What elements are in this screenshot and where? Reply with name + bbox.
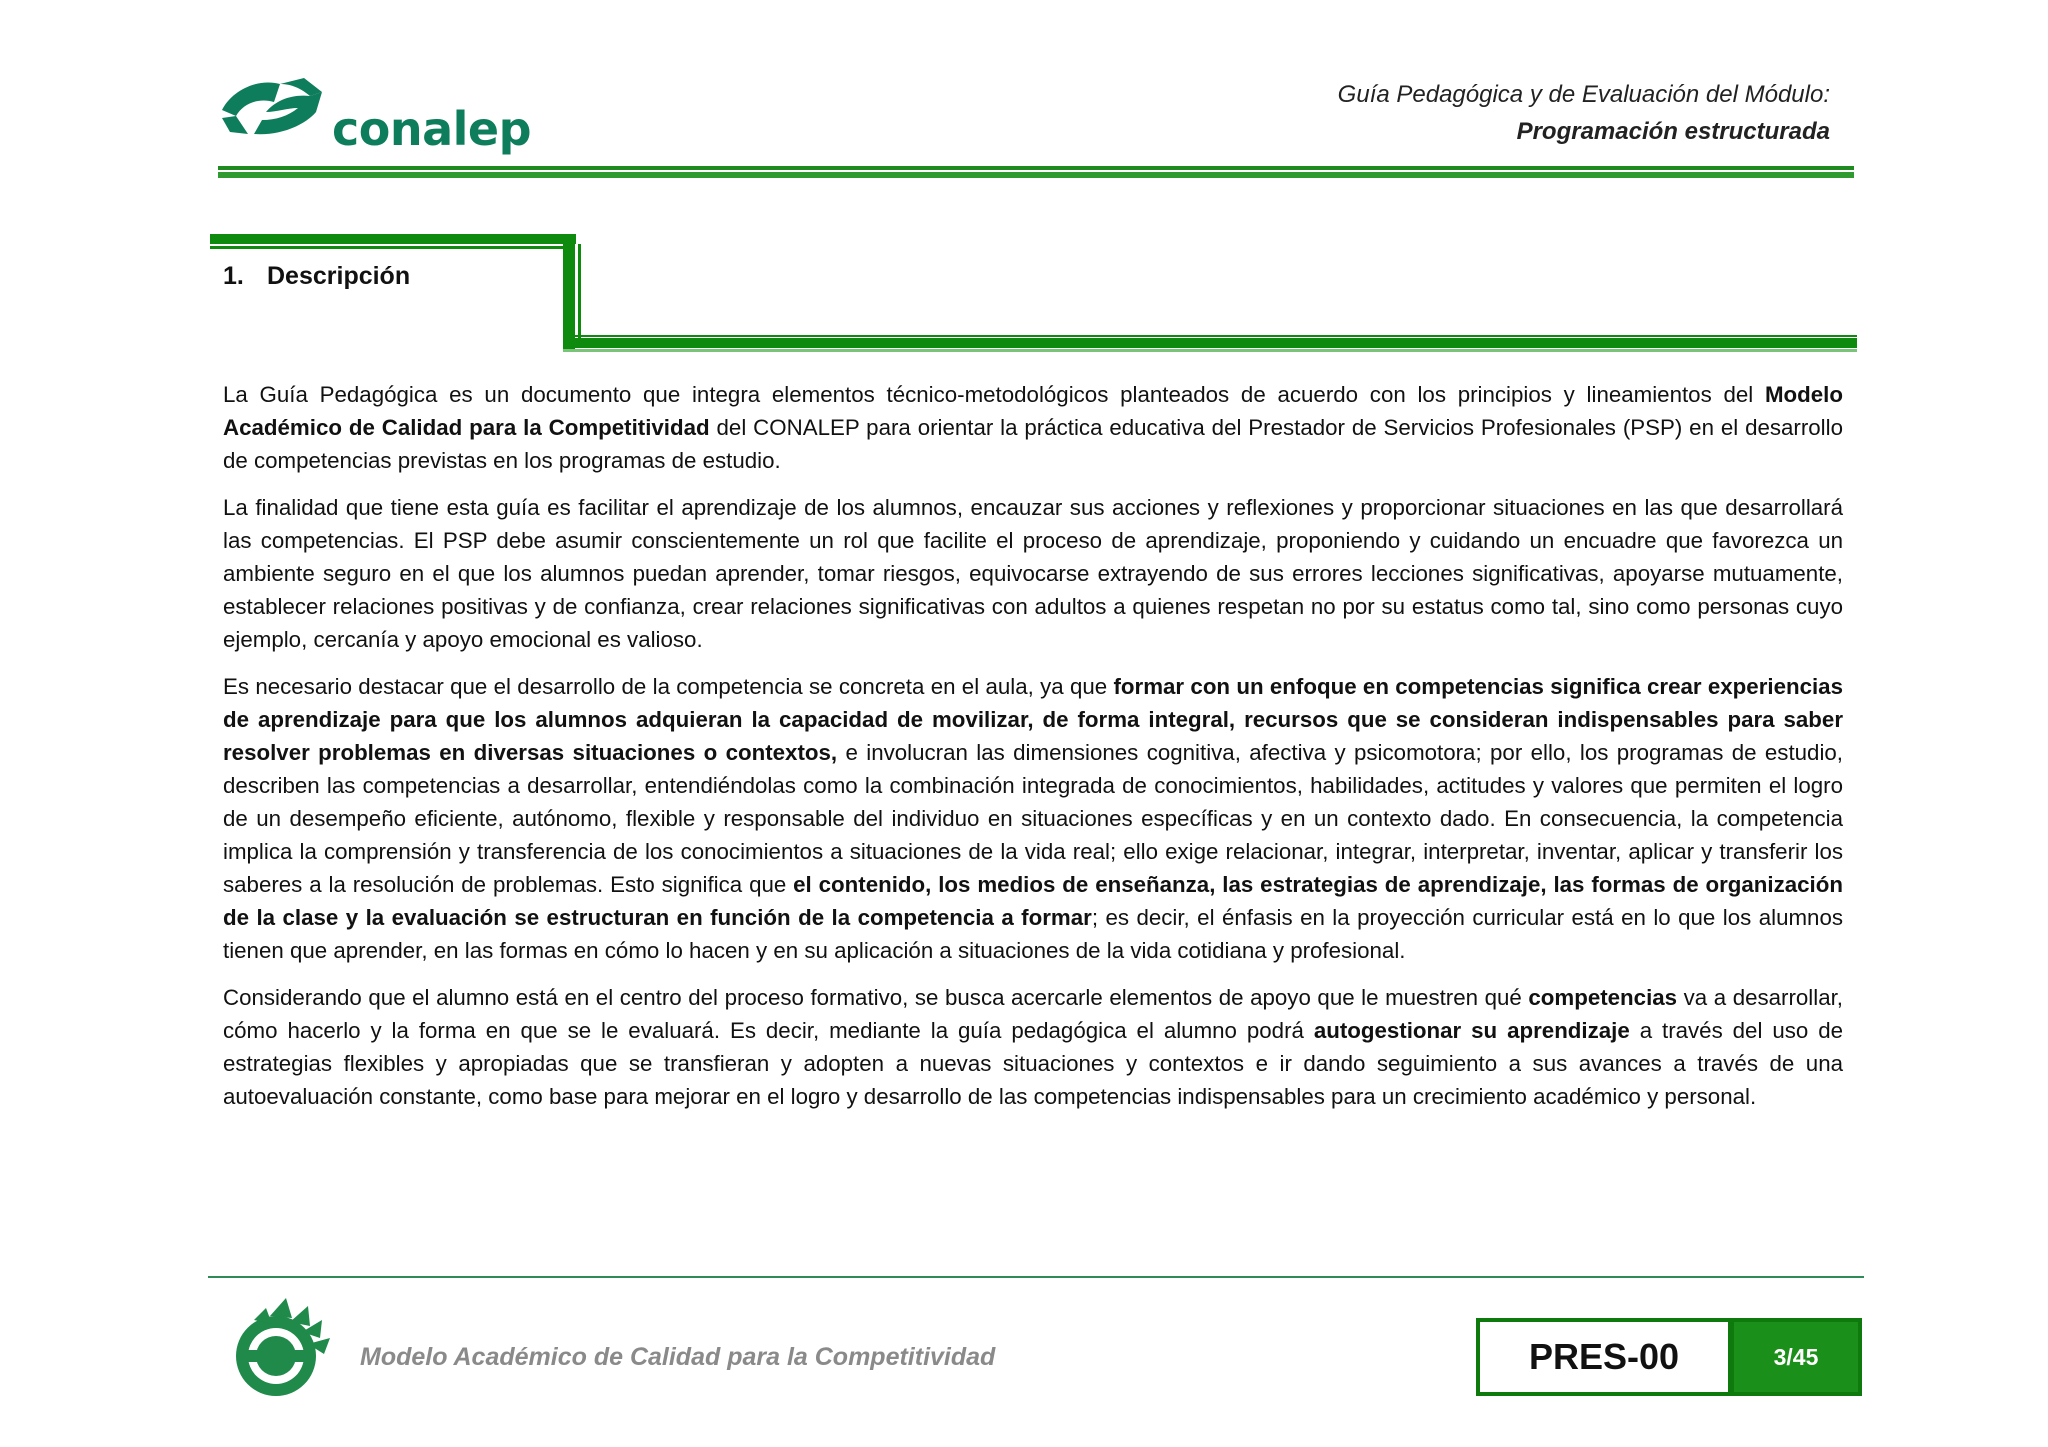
bold-text-run: formar con un enfoque en competencias significa crear experiencias de aprendizaje para que los alumnos adquieran la capacidad de movilizar, de forma integral, recursos que se consideran indispensables para saber resolver problemas en diversas situaciones o contextos, xyxy=(223,674,1843,765)
text-run: Considerando que el alumno está en el centro del proceso formativo, se busca acercarle elementos de apoyo que le muestren qué xyxy=(223,985,1529,1010)
bold-text-run: competencias xyxy=(1528,985,1678,1010)
logo-text: conalep xyxy=(332,102,532,156)
paragraph-1 xyxy=(223,378,1843,477)
section-banner-top-thin xyxy=(210,246,566,249)
paragraph-4 xyxy=(223,981,1843,1113)
section-heading xyxy=(223,262,410,291)
section-title: Descripción xyxy=(267,262,411,290)
section-banner-bottom xyxy=(563,338,1857,348)
header-title-line1: Guía Pedagógica y de Evaluación del Módulo: xyxy=(1337,81,1830,108)
text-run: La finalidad que tiene esta guía es facilitar el aprendizaje de los alumnos, encauzar sus acciones y reflexiones y proporcionar situaciones en las que desarrollará las competencias. El PSP debe asumir conscientemente un rol que facilite el proceso de aprendizaje, proponiendo y cuidando un encuadre que favorezca un ambiente seguro en el que los alumnos puedan aprender, tomar riesgos, equivocarse extrayendo de sus errores lecciones significativas, apoyarse mutuamente, establecer relaciones positivas y de confianza, crear relaciones significativas con adultos a quienes respetan no por su estatus como tal, sino como personas cuyo ejemplo, cercanía y apoyo emocional es valioso. xyxy=(223,495,1843,652)
section-banner-bottom-light xyxy=(563,349,1857,352)
document-code-box xyxy=(1476,1318,1732,1396)
bold-text-run: el contenido, los medios de enseñanza, las estrategias de aprendizaje, las formas de organización de la clase y la evaluación se estructuran en función de la competencia a formar xyxy=(223,872,1843,930)
section-banner-bottom-thin xyxy=(563,335,1857,337)
section-banner-vertical-thin xyxy=(578,244,581,340)
text-run: ; es decir, el énfasis en la proyección curricular está en lo que los alumnos tienen que aprender, en las formas en cómo lo hacen y en su aplicación a situaciones de la vida cotidiana y profesional. xyxy=(223,905,1843,963)
bold-text-run: autogestionar su aprendizaje xyxy=(1313,1018,1630,1043)
body-text xyxy=(223,378,1843,1127)
model-seal-icon xyxy=(230,1296,334,1400)
document-code: PRES-00 xyxy=(1528,1336,1680,1377)
header-title-line2: Programación estructurada xyxy=(1516,118,1830,145)
footer-rule xyxy=(208,1276,1864,1278)
text-run: va a desarrollar, cómo hacerlo y la forma en que se le evaluará. Es decir, mediante la guía pedagógica el alumno podrá xyxy=(223,985,1843,1043)
header-rule-bottom xyxy=(218,172,1854,178)
text-run: a través del uso de estrategias flexibles y apropiadas que se transfieran y adopten a nuevas situaciones y contextos e ir dando seguimiento a sus avances a través de una autoevaluación constante, como base para mejorar en el logro y desarrollo de las competencias indispensables para un crecimiento académico y personal. xyxy=(223,1018,1843,1109)
model-seal-logo xyxy=(230,1296,334,1400)
section-number: 1. xyxy=(223,262,244,290)
page-number: 3/45 xyxy=(1773,1343,1819,1370)
text-run: La Guía Pedagógica es un documento que integra elementos técnico-metodológicos planteados de acuerdo con los principios y lineamientos del xyxy=(223,382,1765,407)
conalep-logo xyxy=(218,72,532,156)
page-number-box xyxy=(1730,1318,1862,1396)
text-run: del CONALEP para orientar la práctica educativa del Prestador de Servicios Profesionales (PSP) en el desarrollo de competencias previstas en los programas de estudio. xyxy=(223,415,1843,473)
header-title xyxy=(1338,76,1830,150)
footer-model-text: Modelo Académico de Calidad para la Competitividad xyxy=(360,1343,996,1371)
paragraph-3 xyxy=(223,670,1843,967)
header-rule-top xyxy=(218,166,1854,170)
paragraph-2 xyxy=(223,491,1843,656)
conalep-logo-icon xyxy=(218,72,328,156)
section-banner-top xyxy=(210,234,576,244)
text-run: Es necesario destacar que el desarrollo de la competencia se concreta en el aula, ya que xyxy=(223,674,1114,699)
text-run: e involucran las dimensiones cognitiva, afectiva y psicomotora; por ello, los programas de estudio, describen las competencias a desarrollar, entendiéndolas como la combinación integrada de conocimientos, habilidades, actitudes y valores que permiten el logro de un desempeño eficiente, autónomo, flexible y responsable del individuo en situaciones específicas y en un contexto dado. En consecuencia, la competencia implica la comprensión y transferencia de los conocimientos a situaciones de la vida real; ello exige relacionar, integrar, interpretar, inventar, aplicar y transferir los saberes a la resolución de problemas. Esto significa que xyxy=(223,740,1844,897)
bold-text-run: Modelo Académico de Calidad para la Competitividad xyxy=(223,382,1843,440)
